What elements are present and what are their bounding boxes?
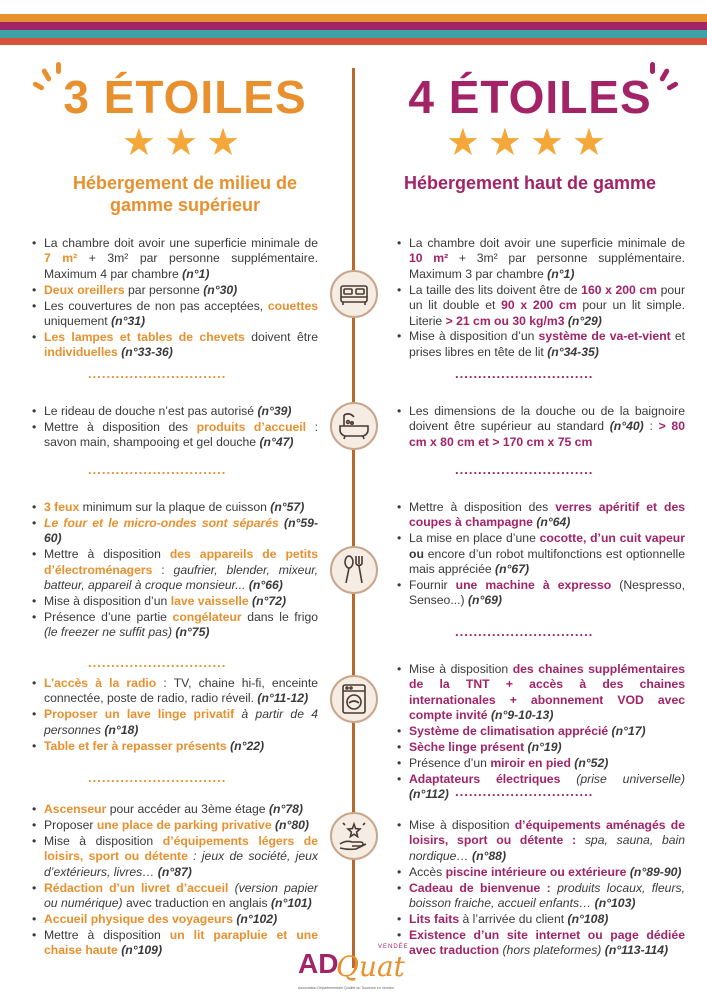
requirement-text: couettes xyxy=(267,298,318,313)
requirement-text: une machine à expresso xyxy=(455,578,612,593)
adquat-logo xyxy=(298,944,409,998)
requirement-text: Proposer xyxy=(44,817,97,832)
requirement-text: (n°31) xyxy=(111,314,146,329)
requirement-text: Présence d’une partie xyxy=(44,609,173,624)
requirement-text: Le four et le micro-ondes sont séparés xyxy=(44,515,279,530)
requirement-item xyxy=(30,818,318,833)
section-2-left xyxy=(30,404,318,451)
stripe-purple xyxy=(0,22,707,30)
requirement-text: 90 x 200 cm xyxy=(501,298,577,313)
requirement-text: Proposer un lave linge privatif xyxy=(44,707,235,722)
requirement-item xyxy=(30,594,318,609)
requirement-text: une place de parking privative xyxy=(96,817,272,832)
requirement-text: > 80 cm x 80 cm et > 170 cm x 75 cm xyxy=(409,419,685,449)
requirement-text: (n°18) xyxy=(104,722,139,737)
section-3-left xyxy=(30,500,318,641)
bath-icon xyxy=(330,402,378,450)
stripe-orange xyxy=(0,14,707,22)
requirement-text: 3 feux xyxy=(44,500,80,514)
requirement-text: (n°22) xyxy=(230,738,265,753)
requirement-text: (n°103) xyxy=(594,896,636,911)
requirement-text: (n°1) xyxy=(182,266,210,281)
requirement-list xyxy=(395,662,685,803)
requirement-text: Mettre à disposition des xyxy=(409,500,556,514)
requirement-text: lave vaisselle xyxy=(170,593,249,608)
requirement-item xyxy=(395,818,685,864)
requirement-text: Lits faits xyxy=(409,911,460,926)
requirement-text: doivent être xyxy=(244,329,318,344)
stripe-red xyxy=(0,38,707,45)
requirement-text: (n°64) xyxy=(536,515,571,530)
separator-dots: .............................. xyxy=(88,366,227,381)
requirement-text: (n°30) xyxy=(203,282,238,297)
title-3-etoiles: 3 ÉTOILES xyxy=(63,71,307,123)
requirement-item xyxy=(30,420,318,451)
separator-dots: .............................. xyxy=(455,784,594,799)
requirement-item xyxy=(30,236,318,282)
service-hand-icon xyxy=(330,812,378,860)
requirement-text: + 3m² par personne supplémentaire. Maximum 4 par chambre xyxy=(44,251,318,281)
requirement-text: piscine intérieure ou extérieure xyxy=(445,864,627,879)
requirement-text: pour accéder au 3ème étage xyxy=(106,802,269,816)
section-5-left xyxy=(30,802,318,959)
requirement-text: (n°112) xyxy=(409,787,449,802)
requirement-list xyxy=(30,500,318,641)
requirement-text: Mise à disposition xyxy=(409,662,513,676)
requirement-text: pour un lit simple. Literie xyxy=(409,298,685,328)
requirement-text: dans le frigo xyxy=(241,609,319,624)
requirement-text: gaufrier, blender, mixeur, batteur, appareil à croque monsieur... xyxy=(44,562,318,593)
logo-tagline: Association Départementale Qualité du Tourisme en Vendée xyxy=(298,986,395,990)
requirement-text: (n°66) xyxy=(248,578,283,593)
requirement-item xyxy=(395,881,685,912)
requirement-text: et prises libres en tête de lit xyxy=(409,329,685,359)
requirement-text: 10 m² xyxy=(409,251,449,266)
section-4-right xyxy=(395,662,685,803)
requirement-text: (n°57) xyxy=(270,500,305,514)
stripe-teal xyxy=(0,30,707,38)
subtitle-3-etoiles: Hébergement de milieu de gamme supérieur xyxy=(72,173,298,215)
separator-dots: .............................. xyxy=(455,366,594,381)
three-stars-icon: ★★★ xyxy=(121,122,249,164)
requirement-item xyxy=(395,928,685,959)
requirement-text: (n°80) xyxy=(274,817,309,832)
requirement-item xyxy=(30,330,318,361)
requirement-text: (n°89-90) xyxy=(629,864,682,879)
requirement-text: minimum sur la plaque de cuisson xyxy=(79,500,271,514)
title-4-etoiles: 4 ÉTOILES xyxy=(408,71,652,123)
requirement-text: Table et fer à repasser présents xyxy=(44,738,227,753)
requirement-text: (n°72) xyxy=(252,593,287,608)
requirement-text: cocotte, d’un cuit vapeur xyxy=(539,531,685,546)
requirement-text: Mettre à disposition des xyxy=(44,419,197,434)
kitchen-utensils-icon xyxy=(330,546,378,594)
requirement-text: par personne xyxy=(124,282,204,297)
requirement-item xyxy=(30,912,318,927)
requirement-item xyxy=(395,912,685,927)
requirement-item xyxy=(30,283,318,298)
requirement-item xyxy=(395,756,685,771)
requirement-item xyxy=(395,404,685,450)
requirement-item xyxy=(395,531,685,577)
requirement-text: (n°17) xyxy=(611,724,646,739)
requirement-text: L’accès à la radio xyxy=(44,676,157,690)
requirement-text: Mise à disposition d’un xyxy=(44,593,171,608)
requirement-text: miroir en pied xyxy=(490,755,571,770)
requirement-text: Système de climatisation apprécié xyxy=(409,724,609,739)
requirement-text xyxy=(576,833,585,847)
requirement-item xyxy=(30,516,318,547)
requirement-text: La taille des lits doivent être de xyxy=(409,282,582,297)
requirement-list xyxy=(395,818,685,959)
requirement-item xyxy=(30,299,318,330)
requirement-text: (n°75) xyxy=(175,625,210,640)
section-5-right xyxy=(395,818,685,959)
requirement-text: (version papier ou numérique) xyxy=(44,880,318,910)
requirement-text: (n°29) xyxy=(567,313,602,328)
requirement-text: Cadeau de bienvenue : xyxy=(409,880,551,895)
requirement-text: Fournir xyxy=(409,578,456,593)
separator-dots: .............................. xyxy=(455,624,594,639)
requirement-list xyxy=(30,236,318,361)
requirement-text: Mettre à disposition xyxy=(44,927,170,942)
requirement-text: Deux oreillers xyxy=(44,282,125,297)
requirement-text: à partir de 4 personnes xyxy=(44,707,319,737)
requirement-item xyxy=(30,500,318,515)
requirement-text: (hors plateformes) xyxy=(502,943,602,958)
requirement-item xyxy=(395,724,685,739)
requirement-text: (n°78) xyxy=(268,802,303,816)
requirement-list xyxy=(395,236,685,360)
requirement-text: produits d’accueil xyxy=(196,419,307,434)
requirement-text: Accès xyxy=(409,864,446,879)
requirement-text: (n°88) xyxy=(472,848,507,863)
requirement-text: > 21 cm ou 30 kg/m3 xyxy=(445,313,565,328)
bed-icon xyxy=(330,270,378,318)
requirement-item xyxy=(30,547,318,593)
requirement-item xyxy=(395,283,685,329)
section-4-left xyxy=(30,676,318,755)
requirement-text: (n°9-10-13) xyxy=(490,708,554,723)
requirement-item xyxy=(30,881,318,912)
requirement-text: Présence d’un xyxy=(409,755,491,770)
requirement-text: (n°1) xyxy=(547,266,575,281)
requirement-item xyxy=(30,404,318,419)
requirement-text: 7 m² xyxy=(44,251,78,266)
requirement-text: produits locaux, fleurs, boisson fraiche, accueil enfants… xyxy=(409,880,685,911)
requirement-text: (n°102) xyxy=(236,911,278,926)
requirement-text: Mise à disposition xyxy=(409,818,515,832)
requirement-item xyxy=(395,740,685,755)
requirement-item xyxy=(395,578,685,609)
requirement-text: pour un lit double et xyxy=(409,282,685,313)
requirement-text: (n°39) xyxy=(257,404,292,418)
requirement-text: (n°109) xyxy=(121,943,163,958)
requirement-text: système de va-et-vient xyxy=(538,329,671,344)
requirement-text: Les couvertures de non pas acceptées, xyxy=(44,298,268,313)
requirement-item xyxy=(30,834,318,880)
requirement-list xyxy=(30,802,318,959)
requirement-text: : TV, chaine hi-fi, enceinte connectée, poste de radio, radio réveil. xyxy=(44,676,318,706)
requirement-text: (n°33-36) xyxy=(121,345,173,360)
washing-machine-icon xyxy=(330,675,378,723)
requirement-text: individuelles xyxy=(44,345,118,360)
separator-dots: .............................. xyxy=(88,655,227,670)
requirement-text: (n°67) xyxy=(495,562,530,577)
logo-ad-text: AD xyxy=(298,948,339,979)
separator-dots: .............................. xyxy=(88,462,227,477)
requirement-text: (n°52) xyxy=(574,755,609,770)
requirement-text: Accueil physique des voyageurs xyxy=(44,911,233,926)
requirement-text: : xyxy=(643,419,659,434)
requirement-text: avec traduction en anglais xyxy=(122,895,271,910)
requirement-text: d’équipements aménagés de loisirs, sport ou détente : xyxy=(409,818,685,848)
requirement-text: (n°40) xyxy=(609,419,644,434)
requirement-text: un lit parapluie et une chaise haute xyxy=(44,927,318,958)
requirement-text: (n°47) xyxy=(259,435,294,450)
requirement-text: Ascenseur xyxy=(44,802,107,816)
separator-dots: .............................. xyxy=(455,462,594,477)
header-stripes xyxy=(0,0,707,50)
requirement-list xyxy=(30,404,318,451)
four-stars-icon: ★★★★ xyxy=(445,122,615,164)
section-3-right xyxy=(395,500,685,609)
requirement-item xyxy=(30,928,318,959)
requirement-text: Les dimensions de la douche ou de la baignoire doivent être supérieur au standard xyxy=(409,404,685,434)
requirement-text: ou xyxy=(409,546,424,561)
requirement-text: Mise à disposition d’un xyxy=(409,329,539,344)
requirement-text: à l’arrivée du client xyxy=(459,911,568,926)
requirement-text: : xyxy=(152,562,174,577)
requirement-text: : savon main, shampooing et gel douche xyxy=(44,419,318,450)
requirement-item xyxy=(395,236,685,282)
requirement-item xyxy=(30,676,318,707)
requirement-text: uniquement xyxy=(44,314,112,329)
requirement-text: spa, sauna, bain nordique… xyxy=(409,833,686,863)
requirement-text: (n°34-35) xyxy=(547,344,599,359)
requirement-list xyxy=(395,404,685,450)
requirement-item xyxy=(395,500,685,531)
requirement-list xyxy=(395,500,685,609)
requirement-item xyxy=(30,802,318,817)
requirement-text: (n°69) xyxy=(467,593,502,608)
requirement-text: des appareils de petits d’électroménagers xyxy=(44,547,318,577)
requirement-text: La chambre doit avoir une superficie minimale de xyxy=(44,236,318,250)
requirement-text: (n°19) xyxy=(527,740,562,755)
requirement-list xyxy=(30,676,318,754)
requirement-item xyxy=(30,739,318,754)
requirement-text: La mise en place d’une xyxy=(409,531,540,546)
requirement-text: + 3m² par personne supplémentaire. Maximum 3 par chambre xyxy=(409,251,685,281)
requirement-text: (n°101) xyxy=(270,895,312,910)
requirement-text: 160 x 200 cm xyxy=(581,282,658,297)
requirement-text: (n°11-12) xyxy=(257,691,309,706)
requirement-text: (Nespresso, Senseo...) xyxy=(409,578,685,608)
requirement-text: La chambre doit avoir une superficie minimale de xyxy=(409,236,685,250)
requirement-text: (n°113-114) xyxy=(604,943,669,958)
logo-vendee-text: VENDÉE xyxy=(378,944,409,950)
requirement-text: congélateur xyxy=(172,609,242,624)
logo-quat-text: Quat xyxy=(336,950,405,983)
requirement-text: Sèche linge présent xyxy=(409,740,525,755)
requirement-text: (n°59-60) xyxy=(44,515,319,546)
requirement-text: (prise universelle) xyxy=(576,771,685,786)
requirement-item xyxy=(30,610,318,641)
requirement-item xyxy=(30,707,318,738)
requirement-text: Les lampes et tables de chevets xyxy=(44,329,245,344)
requirement-text: Mise à disposition xyxy=(44,833,163,848)
requirement-text: des chaines supplémentaires de la TNT + accès à des chaines internationales + abonnement VOD avec compte invité xyxy=(409,662,685,723)
requirement-text: verres apéritif et des coupes à champagne xyxy=(409,500,685,530)
requirement-text: d’équipements légers de loisirs, sport ou détente xyxy=(44,833,319,864)
requirement-text: (n°108) xyxy=(567,911,609,926)
requirement-text: Rédaction d’un livret d’accueil xyxy=(44,880,229,895)
requirement-item xyxy=(395,865,685,880)
requirement-item xyxy=(395,662,685,724)
requirement-text: (le freezer ne suffit pas) xyxy=(44,625,173,640)
subtitle-4-etoiles: Hébergement haut de gamme xyxy=(403,173,657,193)
requirement-text: Existence d’un site internet ou page dédiée avec traduction xyxy=(409,927,685,958)
requirement-text: Adaptateurs électriques xyxy=(409,771,561,786)
requirement-text: Mettre à disposition xyxy=(44,547,170,562)
section-1-right xyxy=(395,236,685,361)
requirement-text: encore d’un robot multifonctions est optionnelle mais appréciée xyxy=(409,546,685,577)
section-1-left xyxy=(30,236,318,361)
requirement-text: Le rideau de douche n’est pas autorisé xyxy=(44,404,258,418)
section-2-right xyxy=(395,404,685,451)
separator-dots: .............................. xyxy=(88,770,227,785)
requirement-item xyxy=(395,329,685,360)
requirement-text: : jeux de société, jeux d’extérieurs, livres… xyxy=(44,849,318,879)
requirement-text: (n°87) xyxy=(157,864,192,879)
